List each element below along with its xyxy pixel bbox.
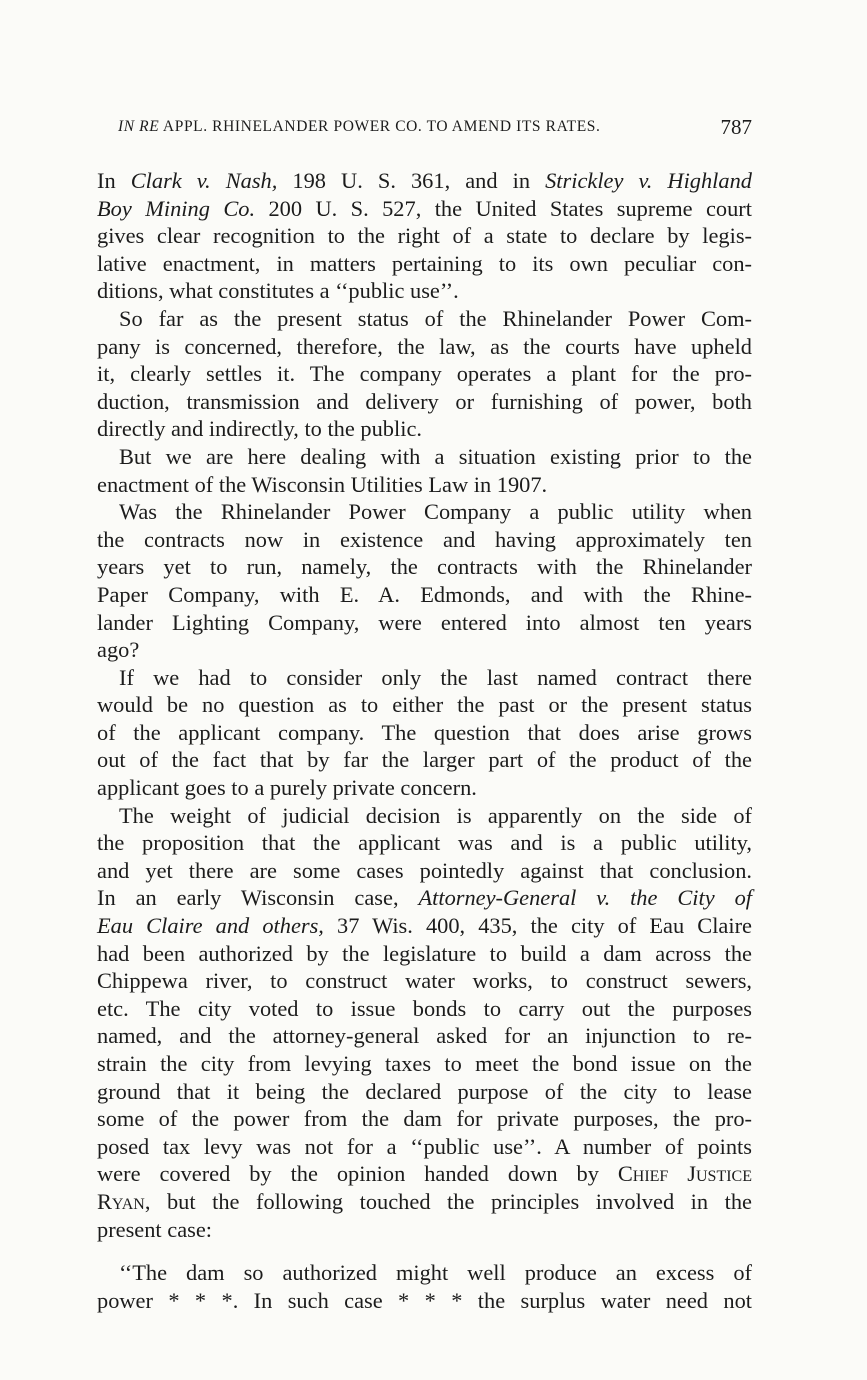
text-line: ago? — [97, 637, 140, 663]
text-line — [97, 1160, 752, 1188]
text-run: 198 U. S. 361, and in — [277, 168, 546, 193]
text-line: would be no question as to either the past or the present status — [97, 692, 752, 718]
text-line: lative enactment, in matters pertaining to its own peculiar con- — [97, 250, 752, 276]
text-run: 37 Wis. 400, 435, the city of Eau Claire — [323, 913, 752, 939]
text-line: named, and the attorney-general asked for an injunction to re- — [97, 1023, 752, 1049]
text-line — [97, 167, 752, 195]
text-line: The weight of judicial decision is apparently on the side of — [119, 802, 752, 828]
running-head — [118, 115, 752, 143]
paragraph-5 — [97, 664, 752, 802]
text-line: ground that it being the declared purpose of the city to lease — [97, 1078, 752, 1104]
text-line: ditions, what constitutes a ‘‘public use’’. — [97, 278, 459, 304]
text-line: had been authorized by the legislature to build a dam across the — [97, 940, 752, 966]
text-line: power * * *. In such case * * * the surplus water need not — [97, 1287, 752, 1313]
text-line — [97, 912, 752, 940]
case-title: APPL. RHINELANDER POWER CO. TO AMEND ITS RATES. — [159, 118, 601, 135]
paragraph-4 — [97, 498, 752, 664]
text-line: out of the fact that by far the larger part of the product of the — [97, 747, 752, 773]
judge-name: Chief Justice — [617, 1161, 752, 1187]
text-line: it, clearly settles it. The company operates a plant for the pro- — [97, 361, 752, 387]
text-line: years yet to run, namely, the contracts with the Rhinelander — [97, 554, 752, 580]
case-citation: Attorney-General v. the City of — [418, 885, 752, 911]
text-line: Chippewa river, to construct water works, to construct sewers, — [97, 968, 752, 994]
text-line: the proposition that the applicant was and is a public utility, — [97, 830, 752, 856]
text-line: of the applicant company. The question that does arise grows — [97, 719, 752, 745]
paragraph-6 — [97, 802, 752, 1244]
case-prefix: IN RE — [118, 118, 160, 135]
text-run: were covered by the opinion handed down by — [97, 1161, 618, 1187]
text-line: etc. The city voted to issue bonds to carry out the purposes — [97, 995, 752, 1021]
case-citation: Eau Claire and others, — [97, 913, 324, 939]
judge-name: Ryan, — [97, 1188, 151, 1214]
text-line: lander Lighting Company, were entered into almost ten years — [97, 609, 752, 635]
text-run: In an early Wisconsin case, — [97, 885, 419, 911]
block-quote — [97, 1259, 752, 1314]
text-line: enactment of the Wisconsin Utilities Law in 1907. — [97, 471, 548, 497]
text-line: present case: — [97, 1216, 213, 1242]
text-line: Was the Rhinelander Power Company a public utility when — [119, 499, 752, 525]
text-run: 200 U. S. 527, the United States supreme court — [255, 195, 752, 221]
case-citation: Clark v. Nash, — [130, 168, 278, 193]
text-line: ‘‘The dam so authorized might well produce an excess of — [119, 1260, 752, 1286]
text-run: In — [97, 168, 131, 193]
text-line: some of the power from the dam for private purposes, the pro- — [97, 1106, 752, 1132]
running-head-title — [118, 118, 600, 136]
text-line: pany is concerned, therefore, the law, as the courts have upheld — [97, 333, 752, 359]
text-line: posed tax levy was not for a ‘‘public use’’. A number of points — [97, 1133, 752, 1159]
body-text — [97, 167, 752, 1314]
text-line: If we had to consider only the last named contract there — [119, 664, 752, 690]
text-line: So far as the present status of the Rhinelander Power Com- — [119, 305, 752, 331]
case-citation: Strickley v. Highland — [545, 168, 752, 193]
text-line — [97, 1188, 752, 1216]
text-line: the contracts now in existence and having approximately ten — [97, 526, 752, 552]
text-line: gives clear recognition to the right of a state to declare by legis- — [97, 223, 752, 249]
text-run: but the following touched the principles involved in the — [150, 1188, 752, 1214]
text-line: But we are here dealing with a situation existing prior to the — [119, 443, 752, 469]
text-line: applicant goes to a purely private concern. — [97, 775, 477, 801]
case-citation: Boy Mining Co. — [97, 195, 256, 221]
text-line: Paper Company, with E. A. Edmonds, and with the Rhine- — [97, 581, 752, 607]
text-line: and yet there are some cases pointedly against that conclusion. — [97, 857, 752, 883]
paragraph-3 — [97, 443, 752, 498]
page-number: 787 — [720, 115, 752, 139]
text-line — [97, 195, 752, 223]
text-line: duction, transmission and delivery or furnishing of power, both — [97, 388, 752, 414]
paragraph-1 — [97, 167, 752, 305]
spacer — [97, 1243, 752, 1259]
paragraph-2 — [97, 305, 752, 443]
text-line — [97, 884, 752, 912]
text-line: directly and indirectly, to the public. — [97, 416, 422, 442]
text-line: strain the city from levying taxes to meet the bond issue on the — [97, 1051, 752, 1076]
